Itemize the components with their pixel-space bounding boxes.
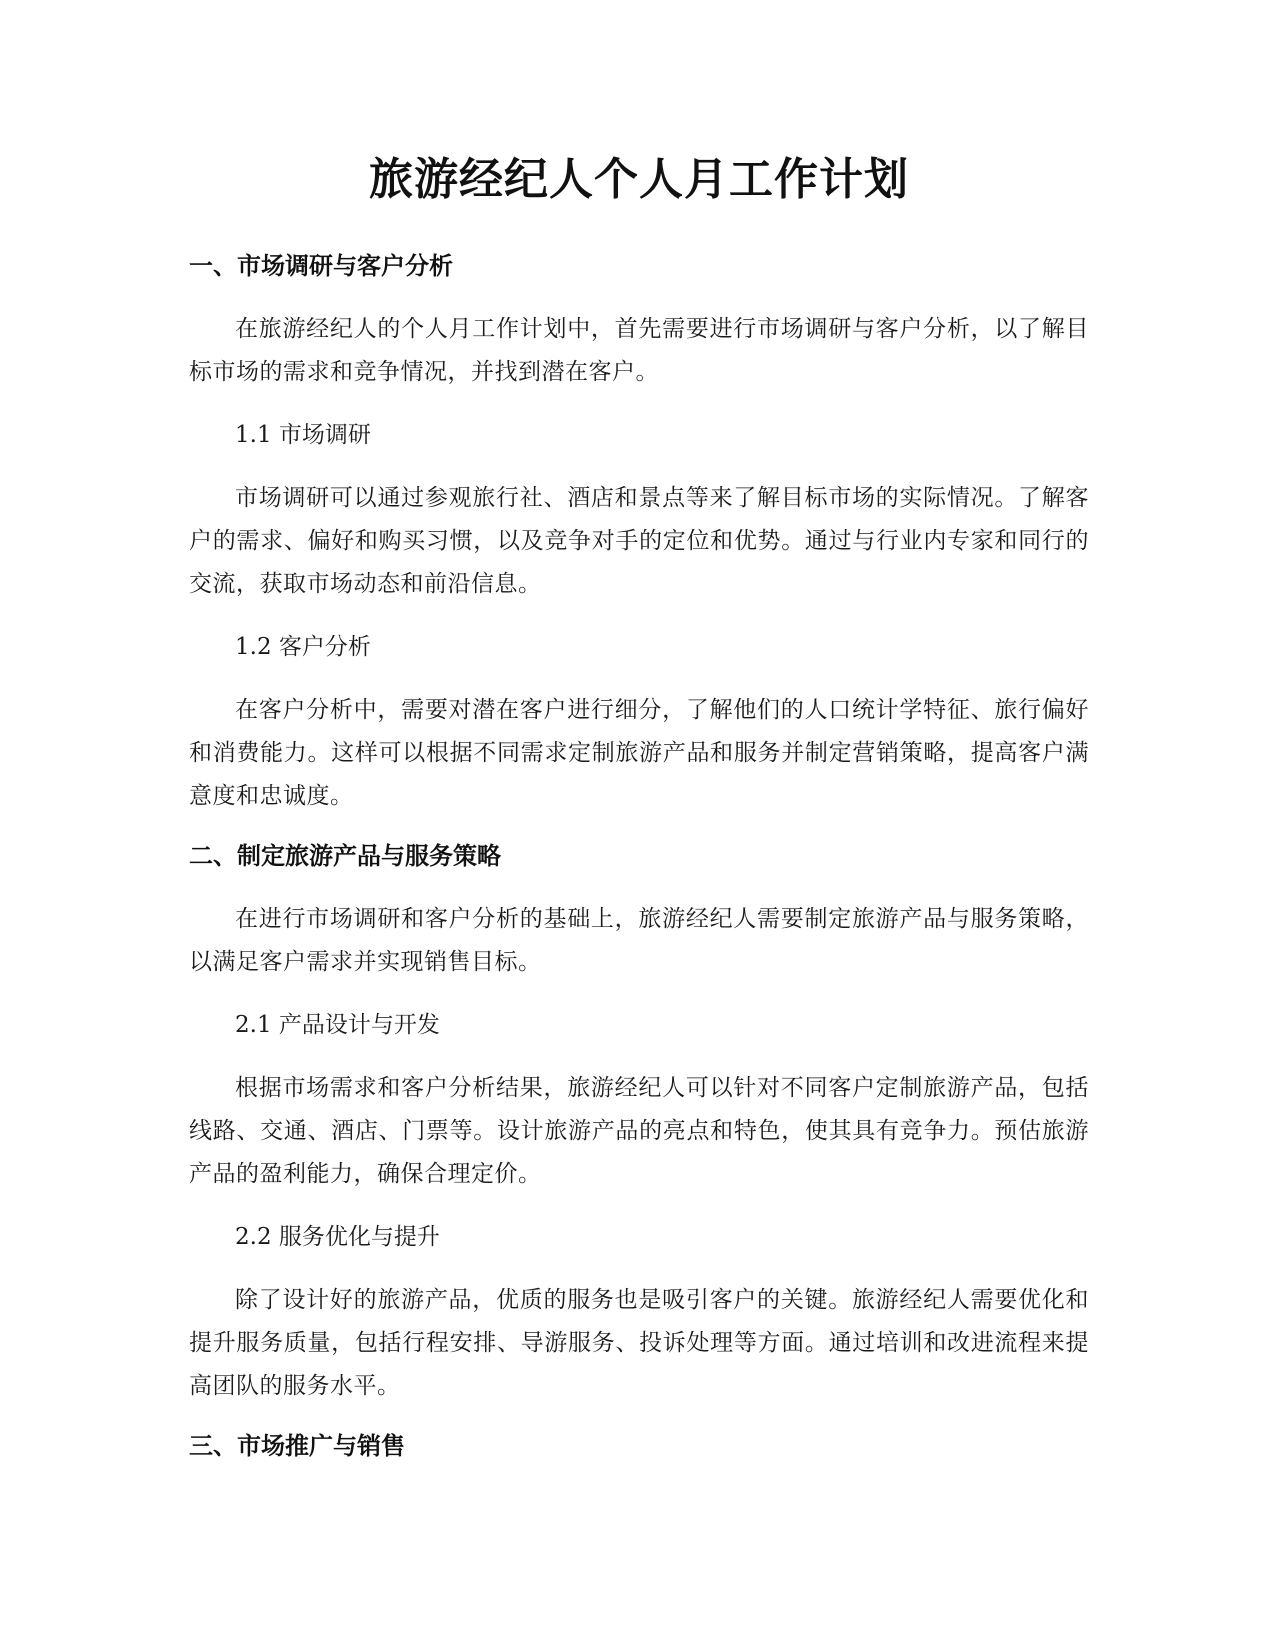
document-title: 旅游经纪人个人月工作计划 bbox=[369, 154, 909, 205]
document-content bbox=[189, 150, 1089, 1488]
subsection-heading: 2.2 服务优化与提升 bbox=[235, 1224, 440, 1250]
subsection-heading: 1.2 客户分析 bbox=[235, 634, 371, 660]
section-heading: 三、市场推广与销售 bbox=[189, 1432, 405, 1460]
section-intro: 在旅游经纪人的个人月工作计划中，首先需要进行市场调研与客户分析，以了解目标市场的需求和竞争情况，并找到潜在客户。 bbox=[189, 316, 1089, 385]
section-2 bbox=[189, 838, 1089, 1408]
subsection-text: 市场调研可以通过参观旅行社、酒店和景点等来了解目标市场的实际情况。了解客户的需求、偏好和购买习惯，以及竞争对手的定位和优势。通过与行业内专家和同行的交流，获取市场动态和前沿信息。 bbox=[189, 485, 1089, 597]
section-heading: 二、制定旅游产品与服务策略 bbox=[189, 842, 501, 870]
section-intro: 在进行市场调研和客户分析的基础上，旅游经纪人需要制定旅游产品与服务策略，以满足客户需求并实现销售目标。 bbox=[189, 906, 1089, 975]
section-heading: 一、市场调研与客户分析 bbox=[189, 252, 453, 280]
subsection-text: 除了设计好的旅游产品，优质的服务也是吸引客户的关键。旅游经纪人需要优化和提升服务质量，包括行程安排、导游服务、投诉处理等方面。通过培训和改进流程来提高团队的服务水平。 bbox=[189, 1287, 1089, 1399]
section-1 bbox=[189, 248, 1089, 818]
subsection-text: 根据市场需求和客户分析结果，旅游经纪人可以针对不同客户定制旅游产品，包括线路、交通、酒店、门票等。设计旅游产品的亮点和特色，使其具有竞争力。预估旅游产品的盈利能力，确保合理定价。 bbox=[189, 1075, 1089, 1187]
subsection-text: 在客户分析中，需要对潜在客户进行细分，了解他们的人口统计学特征、旅行偏好和消费能力。这样可以根据不同需求定制旅游产品和服务并制定营销策略，提高客户满意度和忠诚度。 bbox=[189, 697, 1089, 809]
section-3 bbox=[189, 1428, 1089, 1464]
subsection-heading: 2.1 产品设计与开发 bbox=[235, 1012, 440, 1038]
subsection-heading: 1.1 市场调研 bbox=[235, 422, 371, 448]
